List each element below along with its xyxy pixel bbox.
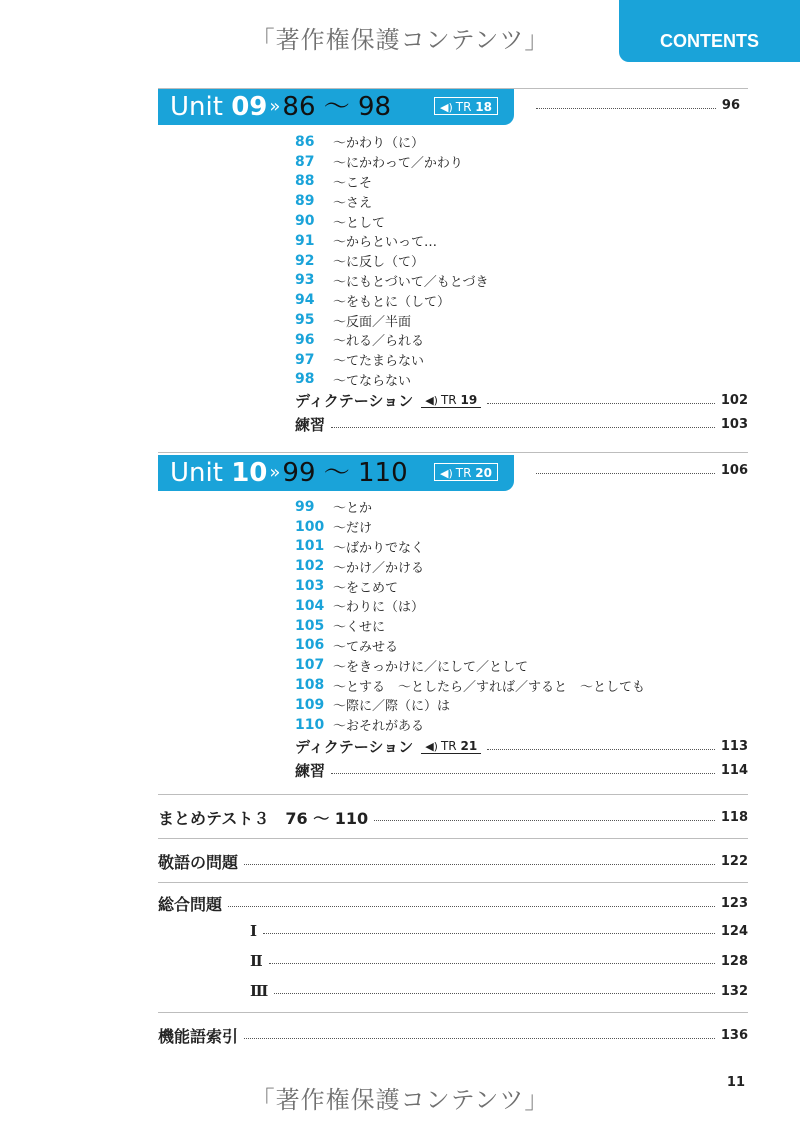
- list-item[interactable]: 88 〜こそ: [295, 173, 373, 191]
- watermark-bottom: 「著作権保護コンテンツ」: [250, 1086, 550, 1114]
- unit-10-dictation-row[interactable]: [295, 736, 748, 757]
- divider: [158, 1012, 748, 1013]
- keigo-label: 敬語の問題: [158, 853, 239, 872]
- list-item[interactable]: 109 〜際に／際（に）は: [295, 696, 451, 715]
- list-item[interactable]: 100 〜だけ: [295, 518, 373, 537]
- sogo-part-1-row[interactable]: [250, 922, 748, 940]
- list-item[interactable]: 94 〜をもとに（して）: [295, 292, 451, 310]
- divider: [158, 882, 748, 883]
- page-ref: 102: [720, 393, 748, 408]
- leader-dots: [487, 402, 715, 404]
- divider: [158, 838, 748, 839]
- index-row[interactable]: [158, 1024, 748, 1047]
- double-chevron-icon: »: [269, 462, 281, 483]
- list-item[interactable]: 87 〜にかわって／かわり: [295, 153, 463, 172]
- unit-09-dictation-row[interactable]: [295, 390, 748, 411]
- summary-test-label: まとめテスト３ 76 〜 110: [158, 809, 369, 828]
- unit-range: 86 〜 98: [282, 92, 392, 122]
- unit-09-title: [170, 90, 391, 124]
- page-ref: 124: [720, 923, 748, 939]
- unit-09-practice-row[interactable]: [295, 414, 748, 435]
- unit-09-header[interactable]: [158, 89, 514, 125]
- page-ref: 114: [720, 763, 748, 778]
- speaker-icon: ◀): [440, 101, 453, 114]
- track-number: 18: [475, 100, 492, 114]
- roman-numeral: Ⅰ: [250, 922, 258, 940]
- list-item[interactable]: 90 〜として: [295, 213, 386, 231]
- leader-dots: [269, 962, 715, 964]
- list-item[interactable]: 96 〜れる／られる: [295, 331, 425, 350]
- list-item[interactable]: 106 〜てみせる: [295, 637, 399, 655]
- speaker-icon: ◀): [440, 467, 453, 480]
- list-item[interactable]: 89 〜さえ: [295, 193, 373, 211]
- track-label: TR: [455, 100, 472, 114]
- roman-numeral: Ⅱ: [250, 952, 263, 970]
- unit-10-track-badge[interactable]: [434, 463, 498, 481]
- list-item[interactable]: 108 〜とする 〜としたら／すれば／すると 〜としても: [295, 677, 646, 695]
- leader-dots: [274, 992, 715, 994]
- leader-dots: [331, 772, 715, 774]
- leader-dots: [263, 932, 715, 934]
- page-ref: 128: [720, 953, 748, 969]
- unit-10-item-list: [295, 497, 645, 735]
- list-item[interactable]: 107 〜をきっかけに／にして／として: [295, 657, 529, 675]
- page-ref: 103: [720, 417, 748, 432]
- unit-10-title: [170, 456, 408, 490]
- roman-numeral: Ⅲ: [250, 982, 269, 1000]
- sogo-row[interactable]: [158, 892, 748, 915]
- watermark-top: 「著作権保護コンテンツ」: [250, 26, 550, 54]
- unit-number: 09: [231, 92, 268, 122]
- leader-dots: [228, 905, 715, 907]
- unit-09-item-list: [295, 132, 488, 389]
- dictation-label: ディクテーション: [295, 392, 414, 410]
- list-item[interactable]: 101 〜ばかりでなく: [295, 538, 425, 556]
- leader-dots: [536, 472, 715, 474]
- divider: [158, 88, 748, 89]
- page-ref: 132: [720, 983, 748, 999]
- list-item[interactable]: 92 〜に反し（て）: [295, 252, 425, 271]
- list-item[interactable]: 102 〜かけ／かける: [295, 558, 425, 576]
- divider: [158, 452, 748, 453]
- page-ref: 106: [720, 463, 748, 478]
- unit-10-practice-row[interactable]: [295, 760, 748, 781]
- practice-label: 練習: [295, 416, 326, 434]
- dictation-label: ディクテーション: [295, 738, 414, 756]
- leader-dots: [536, 107, 716, 109]
- index-label: 機能語索引: [158, 1027, 239, 1046]
- list-item[interactable]: 86 〜かわり（に）: [295, 133, 425, 152]
- leader-dots: [244, 1037, 715, 1039]
- page-ref: 113: [720, 739, 748, 754]
- unit-number: 10: [231, 458, 268, 488]
- unit-09-page-row[interactable]: [530, 98, 740, 113]
- unit-range: 99 〜 110: [282, 458, 408, 488]
- practice-label: 練習: [295, 762, 326, 780]
- speaker-icon: ◀): [425, 740, 438, 753]
- list-item[interactable]: 99 〜とか: [295, 498, 373, 517]
- unit-10-header[interactable]: [158, 455, 514, 491]
- page-ref: 123: [720, 896, 748, 911]
- summary-test-row[interactable]: [158, 806, 748, 829]
- unit-09-track-badge[interactable]: [434, 97, 498, 115]
- unit-10-page-row[interactable]: [530, 463, 748, 478]
- page-ref: 118: [720, 810, 748, 825]
- list-item[interactable]: 95 〜反面／半面: [295, 312, 412, 330]
- page-ref: 122: [720, 854, 748, 869]
- list-item[interactable]: 97 〜てたまらない: [295, 351, 425, 370]
- contents-tab: CONTENTS: [619, 0, 800, 62]
- page-number: 11: [726, 1075, 745, 1090]
- list-item[interactable]: 98 〜てならない: [295, 371, 412, 389]
- keigo-row[interactable]: [158, 850, 748, 873]
- leader-dots: [374, 819, 715, 821]
- list-item[interactable]: 105 〜くせに: [295, 617, 386, 636]
- leader-dots: [487, 748, 715, 750]
- sogo-part-2-row[interactable]: [250, 952, 748, 970]
- speaker-icon: ◀): [425, 394, 438, 407]
- page-ref: 136: [720, 1028, 748, 1043]
- sogo-label: 総合問題: [158, 895, 223, 914]
- unit-word: Unit: [170, 92, 223, 122]
- divider: [158, 794, 748, 795]
- unit-word: Unit: [170, 458, 223, 488]
- page-ref: 96: [721, 98, 740, 113]
- list-item[interactable]: 93 〜にもとづいて／もとづき: [295, 272, 489, 290]
- dictation-track-badge[interactable]: ◀) TR 19: [421, 393, 481, 408]
- dictation-track-badge[interactable]: ◀) TR 21: [421, 739, 481, 754]
- track-number: 20: [475, 466, 492, 480]
- list-item[interactable]: 103 〜をこめて: [295, 578, 399, 596]
- leader-dots: [244, 863, 715, 865]
- track-label: TR: [455, 466, 472, 480]
- list-item[interactable]: 91 〜からといって…: [295, 232, 438, 251]
- list-item[interactable]: 104 〜わりに（は）: [295, 597, 425, 616]
- leader-dots: [331, 426, 715, 428]
- sogo-part-3-row[interactable]: [250, 982, 748, 1000]
- double-chevron-icon: »: [269, 96, 281, 117]
- list-item[interactable]: 110 〜おそれがある: [295, 716, 425, 735]
